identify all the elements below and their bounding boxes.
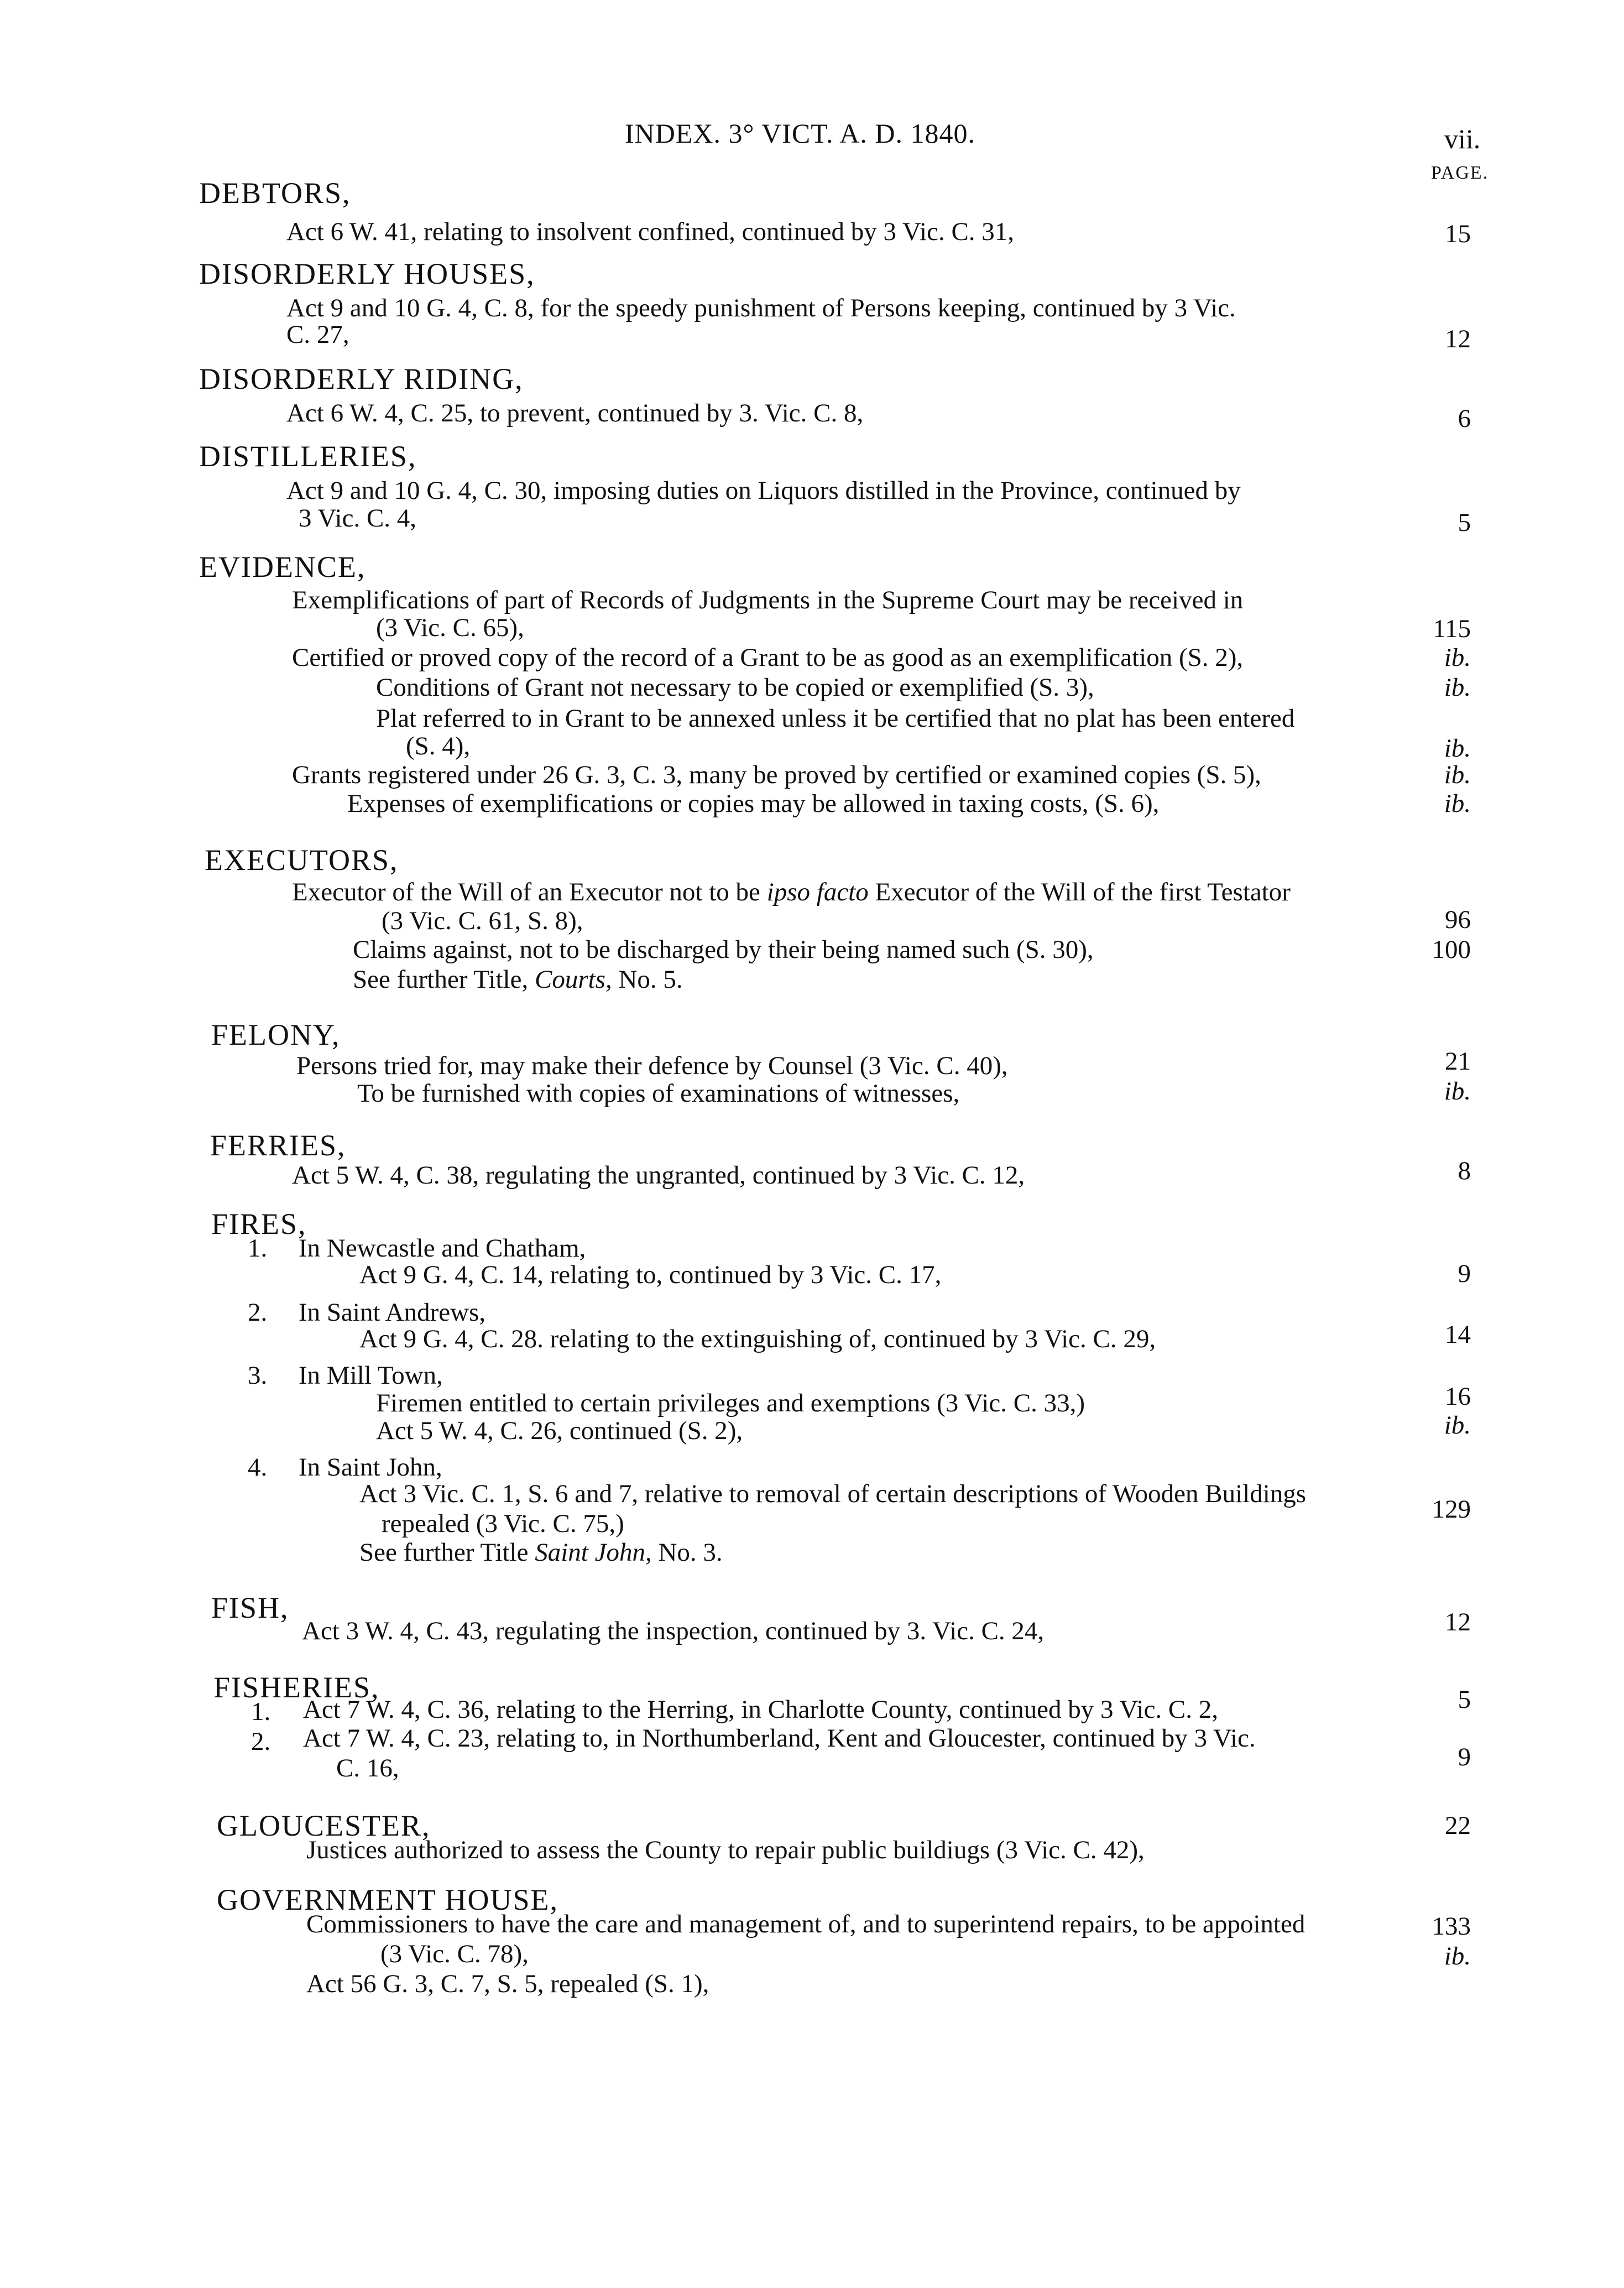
- entry-line: (S. 4),: [406, 732, 471, 760]
- entry-line: Firemen entitled to certain privileges and exemptions (3 Vic. C. 33,): [376, 1389, 1085, 1417]
- entry-line: Act 9 G. 4, C. 28. relating to the extinguishing of, continued by 3 Vic. C. 29,: [359, 1325, 1156, 1353]
- entry-subheading: In Newcastle and Chatham,: [299, 1234, 586, 1263]
- entry-line: (3 Vic. C. 61, S. 8),: [382, 906, 583, 935]
- page-reference: 9: [1458, 1259, 1471, 1288]
- entry-line: 3 Vic. C. 4,: [299, 504, 417, 533]
- entry-line: Expenses of exemplifications or copies may be allowed in taxing costs, (S. 6),: [347, 789, 1160, 818]
- page-reference: 9: [1458, 1743, 1471, 1771]
- entry-line: Act 3 Vic. C. 1, S. 6 and 7, relative to removal of certain descriptions of Wooden Buildings: [359, 1479, 1307, 1508]
- page-reference: ib.: [1444, 643, 1471, 672]
- entry-line: (3 Vic. C. 65),: [376, 613, 524, 642]
- page-reference: 21: [1445, 1047, 1471, 1076]
- entry-line: Act 6 W. 41, relating to insolvent confined, continued by 3 Vic. C. 31,: [286, 217, 1015, 246]
- entry-line: repealed (3 Vic. C. 75,): [382, 1509, 624, 1538]
- entry-line: Act 7 W. 4, C. 36, relating to the Herring, in Charlotte County, continued by 3 Vic. C. 2,: [303, 1695, 1219, 1724]
- page-reference: 16: [1445, 1382, 1471, 1411]
- page-reference: 8: [1458, 1156, 1471, 1185]
- entry-line: Act 6 W. 4, C. 25, to prevent, continued by 3. Vic. C. 8,: [286, 399, 864, 428]
- entry-line: See further Title, Courts, No. 5.: [353, 965, 683, 994]
- entry-heading-fires: FIRES,: [211, 1207, 307, 1241]
- entry-line: Plat referred to in Grant to be annexed unless it be certified that no plat has been entered: [376, 704, 1295, 733]
- entry-line: To be furnished with copies of examinations of witnesses,: [357, 1079, 960, 1108]
- page-reference: ib.: [1444, 1942, 1471, 1971]
- entry-heading-ferries: FERRIES,: [210, 1129, 346, 1162]
- entry-line: See further Title Saint John, No. 3.: [359, 1538, 723, 1567]
- entry-line: C. 27,: [286, 320, 349, 349]
- page-reference: 129: [1432, 1495, 1471, 1524]
- item-number: 1.: [251, 1697, 271, 1726]
- entry-heading-executors: EXECUTORS,: [205, 843, 399, 877]
- page-reference: 133: [1432, 1912, 1471, 1941]
- page-reference: 12: [1445, 1608, 1471, 1636]
- entry-line: (3 Vic. C. 78),: [380, 1940, 529, 1968]
- entry-line: Claims against, not to be discharged by their being named such (S. 30),: [353, 935, 1094, 964]
- page-reference: ib.: [1444, 734, 1471, 763]
- page-reference: ib.: [1444, 760, 1471, 789]
- entry-heading-disorderly-riding: DISORDERLY RIDING,: [199, 362, 524, 395]
- entry-heading-fish: FISH,: [211, 1591, 289, 1624]
- page-reference: 12: [1445, 325, 1471, 353]
- page-reference: 96: [1445, 905, 1471, 934]
- entry-line: Exemplifications of part of Records of Judgments in the Supreme Court may be received in: [292, 586, 1244, 614]
- entry-line: Act 5 W. 4, C. 26, continued (S. 2),: [376, 1416, 743, 1445]
- entry-heading-government-house: GOVERNMENT HOUSE,: [217, 1883, 559, 1916]
- entry-heading-debtors: DEBTORS,: [199, 176, 351, 210]
- page-reference: 22: [1445, 1811, 1471, 1840]
- entry-line: Act 7 W. 4, C. 23, relating to, in Northumberland, Kent and Gloucester, continued by 3 Vic.: [303, 1724, 1256, 1753]
- entry-line: Act 56 G. 3, C. 7, S. 5, repealed (S. 1),: [306, 1969, 709, 1998]
- entry-heading-evidence: EVIDENCE,: [199, 550, 366, 583]
- entry-line: Commissioners to have the care and management of, and to superintend repairs, to be appointed: [306, 1910, 1306, 1938]
- page-reference: 5: [1458, 508, 1471, 537]
- item-number: 2.: [251, 1727, 271, 1756]
- entry-line: Grants registered under 26 G. 3, C. 3, many be proved by certified or examined copies (S. 5),: [292, 760, 1261, 789]
- page-reference: 100: [1432, 935, 1471, 964]
- page-reference: ib.: [1444, 1411, 1471, 1440]
- item-number: 4.: [248, 1453, 268, 1482]
- entry-heading-fisheries: FISHERIES,: [213, 1671, 380, 1704]
- entry-line: C. 16,: [336, 1754, 399, 1783]
- item-number: 3.: [248, 1361, 268, 1390]
- entry-subheading: In Saint John,: [299, 1453, 442, 1482]
- page-reference: 115: [1433, 614, 1471, 643]
- item-number: 2.: [248, 1298, 268, 1327]
- entry-line: Certified or proved copy of the record of a Grant to be as good as an exemplification (S. 2),: [292, 643, 1244, 672]
- entry-line: Act 3 W. 4, C. 43, regulating the inspection, continued by 3. Vic. C. 24,: [302, 1617, 1045, 1645]
- page-reference: 15: [1445, 220, 1471, 248]
- entry-heading-felony: FELONY,: [211, 1018, 341, 1051]
- page-reference: 6: [1458, 404, 1471, 433]
- entry-line: Act 5 W. 4, C. 38, regulating the ungranted, continued by 3 Vic. C. 12,: [292, 1161, 1025, 1190]
- entry-line: Conditions of Grant not necessary to be copied or exemplified (S. 3),: [376, 673, 1094, 702]
- entry-heading-disorderly-houses: DISORDERLY HOUSES,: [199, 257, 535, 290]
- item-number: 1.: [248, 1234, 268, 1263]
- page-number: vii.: [1444, 123, 1481, 154]
- page-reference: ib.: [1444, 673, 1471, 702]
- entry-subheading: In Mill Town,: [299, 1361, 443, 1390]
- page-title: INDEX. 3° VICT. A. D. 1840.: [625, 118, 976, 149]
- entry-line: Act 9 and 10 G. 4, C. 30, imposing duties on Liquors distilled in the Province, continued by: [286, 476, 1241, 505]
- page-reference: ib.: [1444, 1077, 1471, 1106]
- entry-heading-distilleries: DISTILLERIES,: [199, 440, 417, 473]
- page-reference: 14: [1445, 1320, 1471, 1349]
- entry-line: Executor of the Will of an Executor not to be ipso facto Executor of the Will of the first Testator: [292, 878, 1291, 906]
- entry-line: Justices authorized to assess the County to repair public buildiugs (3 Vic. C. 42),: [306, 1836, 1145, 1864]
- entry-subheading: In Saint Andrews,: [299, 1298, 486, 1327]
- entry-line: Persons tried for, may make their defence by Counsel (3 Vic. C. 40),: [296, 1051, 1008, 1080]
- page-reference: 5: [1458, 1685, 1471, 1714]
- entry-line: Act 9 and 10 G. 4, C. 8, for the speedy punishment of Persons keeping, continued by 3 Vic.: [286, 294, 1236, 322]
- entry-heading-gloucester: GLOUCESTER,: [217, 1809, 431, 1842]
- entry-line: Act 9 G. 4, C. 14, relating to, continued by 3 Vic. C. 17,: [359, 1260, 942, 1289]
- page-reference: ib.: [1444, 789, 1471, 818]
- page-column-label: PAGE.: [1431, 163, 1489, 183]
